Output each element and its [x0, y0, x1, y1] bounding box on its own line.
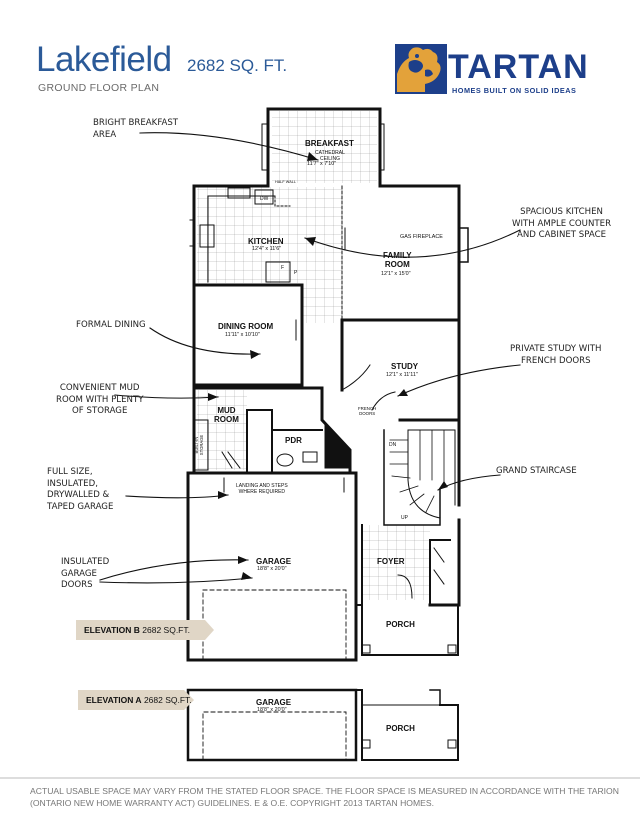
- kitchen-tile: [197, 187, 342, 283]
- kitchen-dim: 12'4" x 11'6": [252, 246, 282, 252]
- study-name: STUDY: [391, 362, 419, 371]
- callout-study: PRIVATE STUDY WITH FRENCH DOORS: [510, 344, 602, 366]
- elevation-a-garage-name: GARAGE: [256, 698, 292, 707]
- mud-name: MUD ROOM: [214, 406, 239, 424]
- landing-label: LANDING AND STEPS WHERE REQUIRED: [236, 483, 288, 495]
- elevation-a-area: 2682 SQ.FT.: [143, 695, 192, 705]
- breakfast-name: BREAKFAST: [305, 139, 354, 148]
- dw-label: DW: [260, 196, 269, 202]
- callout-garage-doors: INSULATED GARAGE DOORS: [61, 557, 110, 590]
- elevation-a-porch-name: PORCH: [386, 724, 415, 733]
- dining-name: DINING ROOM: [218, 322, 274, 331]
- callout-garage: FULL SIZE, INSULATED, DRYWALLED & TAPED GARAGE: [47, 467, 114, 512]
- elevation-b-area: 2682 SQ.FT.: [142, 625, 190, 635]
- elevation-a: [78, 690, 192, 710]
- callout-kitchen: SPACIOUS KITCHEN WITH AMPLE COUNTER AND CABINET SPACE: [512, 207, 612, 240]
- garage-door: [203, 590, 346, 660]
- mud-tile: [197, 390, 247, 470]
- breakfast-note: CATHEDRAL CEILING: [315, 150, 345, 162]
- elevation-a-garage-dim: 18'8" x 20'0": [257, 707, 287, 713]
- french-doors-label: FRENCH DOORS: [358, 406, 377, 416]
- breakfast-dim: 11'7" x 7'10": [307, 161, 337, 167]
- brand-tagline: HOMES BUILT ON SOLID IDEAS: [452, 86, 577, 95]
- gas-fireplace-label: GAS FIREPLACE: [400, 234, 443, 240]
- elevation-a-name: ELEVATION A: [86, 695, 142, 705]
- half-wall-label: HALF WALL: [275, 180, 296, 184]
- garage-dim: 18'8" x 20'0": [257, 566, 287, 572]
- garage-name: GARAGE: [256, 557, 292, 566]
- callout-breakfast: BRIGHT BREAKFAST AREA: [93, 118, 179, 140]
- fridge-label: F: [281, 265, 285, 271]
- pantry-label: P: [294, 270, 298, 276]
- elevation-b: [76, 620, 206, 640]
- pdr-name: PDR: [285, 436, 302, 445]
- model-name: Lakefield: [36, 40, 172, 79]
- dn-label: DN: [389, 442, 397, 448]
- family-name: FAMILY ROOM: [383, 251, 412, 269]
- kitchen-name: KITCHEN: [248, 237, 284, 246]
- elevation-b-name: ELEVATION B: [84, 625, 140, 635]
- model-area: 2682 SQ. FT.: [187, 56, 288, 75]
- built-in-storage-label: BUILT-IN STORAGE: [194, 434, 205, 456]
- callout-stairs: GRAND STAIRCASE: [496, 466, 577, 476]
- foyer-name: FOYER: [377, 557, 405, 566]
- porch-name: PORCH: [386, 620, 415, 629]
- hall-tile: [302, 283, 342, 323]
- porch-walls: [356, 605, 458, 655]
- footer-disclaimer: ACTUAL USABLE SPACE MAY VARY FROM THE STATED FLOOR SPACE. THE FLOOR SPACE IS MEASURED IN ACCORDANCE WITH THE TARION (ONTARIO NEW HOME WARRANTY ACT) GUIDELINES. E & O.E. COPYRIGHT 2013 TARTAN HOMES.: [30, 786, 619, 808]
- dining-dim: 11'11" x 10'10": [225, 332, 260, 338]
- callout-mud: CONVENIENT MUD ROOM WITH PLENTY OF STORAGE: [56, 383, 144, 416]
- up-label: UP: [401, 515, 408, 521]
- callout-dining: FORMAL DINING: [76, 320, 146, 330]
- plan-label: GROUND FLOOR PLAN: [38, 82, 160, 94]
- brand-name: TARTAN: [448, 48, 589, 86]
- study-dim: 12'1" x 11'11": [386, 372, 418, 378]
- family-dim: 12'1" x 15'0": [381, 271, 411, 277]
